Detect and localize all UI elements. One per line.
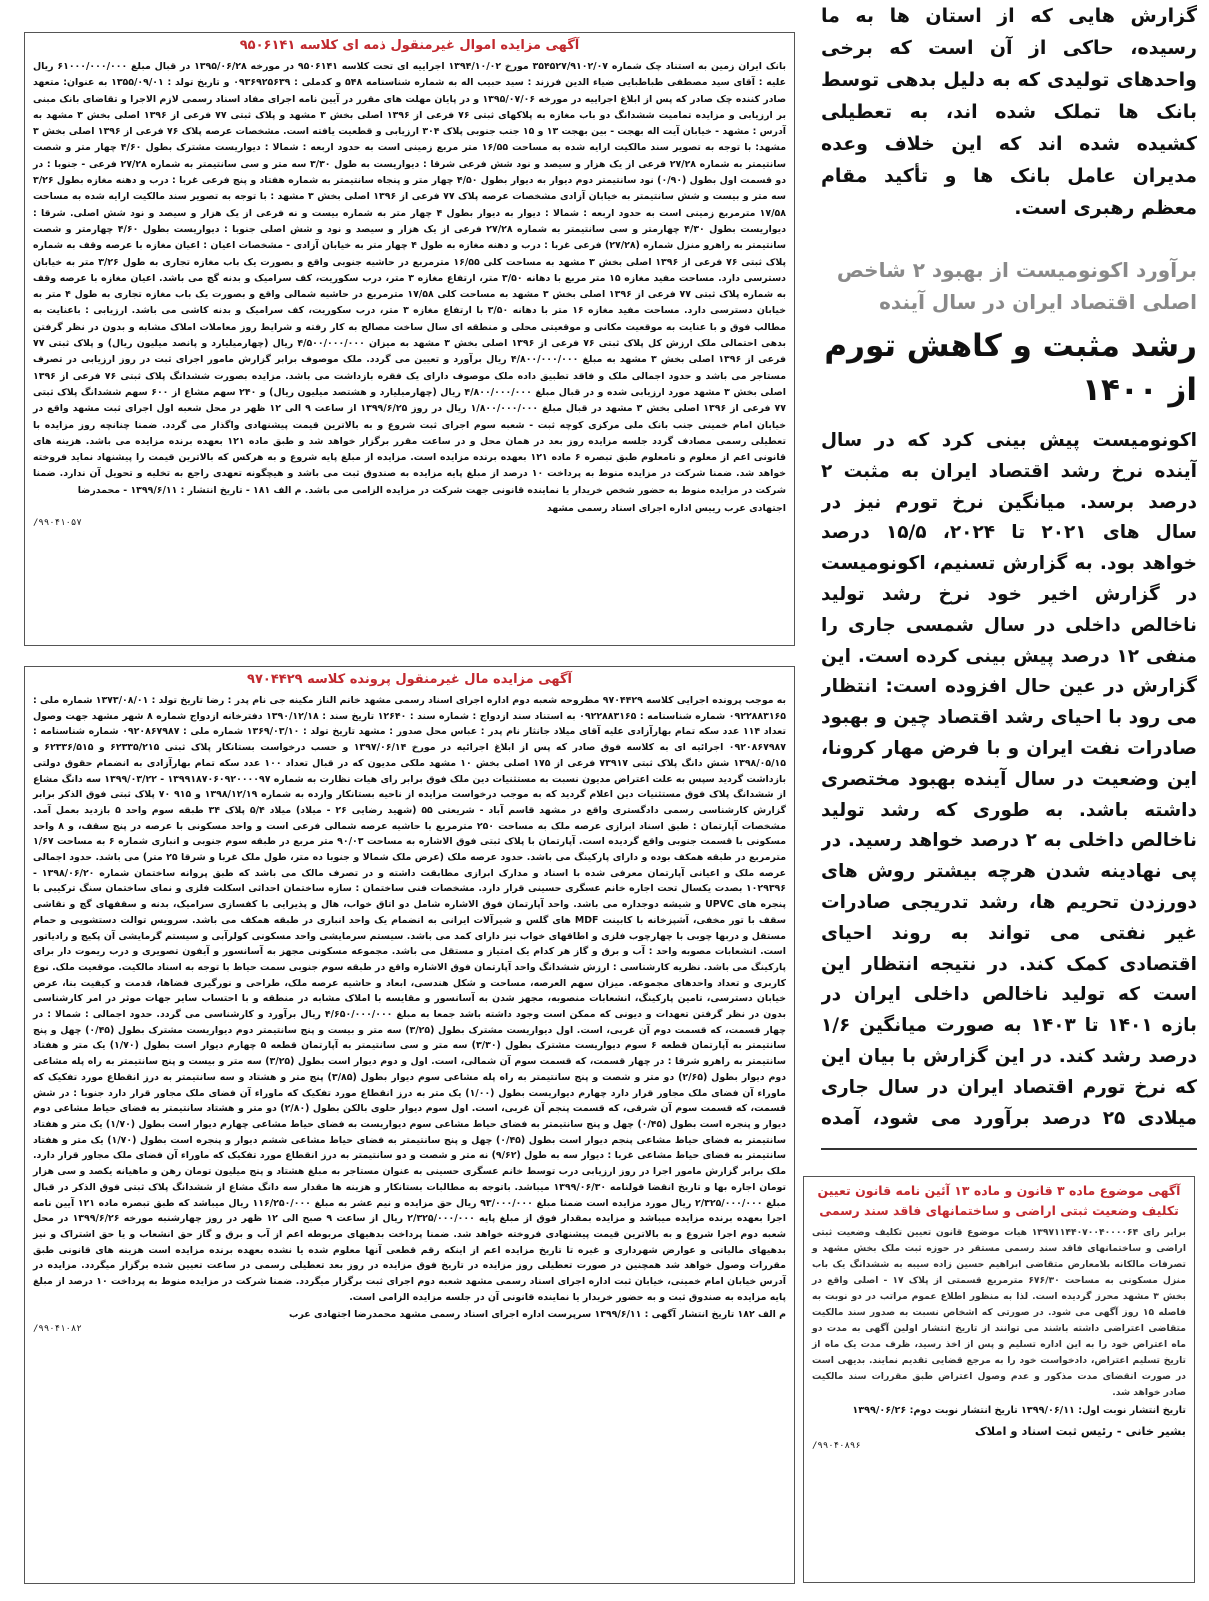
- notice-title: آگهی مزایده اموال غیرمنقول ذمه ای کلاسه ۹۵۰۶۱۴۱: [239, 38, 580, 53]
- notice-code: /۹۹۰۴۰۸۹۶: [812, 1441, 861, 1451]
- auction-notice-1: [24, 32, 795, 646]
- auction-notice-2: [24, 666, 795, 1584]
- registration-notice: [803, 1176, 1195, 1583]
- notice-signature: بشیر خانی - رئیس ثبت اسناد و املاک: [974, 1424, 1186, 1438]
- news-kicker: برآورد اکونومیست از بهبود ۲ شاخص اصلی اقتصاد ایران در سال آینده: [836, 258, 1197, 314]
- news-divider: [821, 1148, 1197, 1150]
- notice-code: /۹۹۰۴۱۰۵۷: [33, 518, 82, 529]
- news-body: اکونومیست پیش بینی کرد که در سال آینده نرخ رشد اقتصاد ایران به مثبت ۲ درصد برسد. میانگین نرخ تورم نیز در سال های ۲۰۲۱ تا ۲۰۲۴، ۱۵/۵ درصد خواهد بود. به گزارش تسنیم، اکونومیست در گزارش اخیر خود نرخ رشد تولید ناخالص داخلی در سال شمسی جاری را منفی ۱۲ درصد پیش بینی کرده است. این گزارش در عین حال افزوده است: انتظار می رود با احیای رشد اقتصاد چین و بهبود صادرات نفت ایران و با فرض مهار کرونا، این وضعیت در سال آینده بهبود مختصری داشته باشد. به طوری که رشد تولید ناخالص داخلی به ۲ درصد خواهد رسید. در پی نهادینه شدن هرچه بیشتر روش های دورزدن تحریم ها، رشد تدریجی صادرات غیر نفتی می تواند به روند احیای اقتصادی کمک کند. در نتیجه انتظار این است که تولید ناخالص داخلی ایران در بازه ۱۴۰۱ تا ۱۴۰۳ به صورت میانگین ۱/۶ درصد رشد کند. در این گزارش با بیان این که نرخ تورم اقتصاد ایران در سال جاری میلادی ۲۵ درصد برآورد می شود، آمده: [821, 430, 1197, 1129]
- news-lead-paragraph: گزارش هایی که از استان ها به ما رسیده، حاکی از آن است که برخی واحدهای تولیدی که به دلیل بدهی توسط بانک ها تملک شده اند، به تعطیلی کشیده شده اند که این خلاف وعده مدیران عامل بانک ها و تأکید مقام معظم رهبری است.: [821, 5, 1197, 219]
- notice-dates: تاریخ انتشار نوبت اول: ۱۳۹۹/۰۶/۱۱ تاریخ انتشار نوبت دوم: ۱۳۹۹/۰۶/۲۶: [852, 1405, 1186, 1416]
- news-column: [821, 0, 1197, 1135]
- notice-body: بانک ایران زمین به استناد چک شماره ۳۵۴۵۲۷/۹۱۰۲/۰۷ مورخ ۱۳۹۴/۱۰/۰۲ اجراییه ای تحت کلاسه ۹۵۰۶۱۴۱ در مورخه ۱۳۹۵/۰۶/۲۸ در قبال مبلغ ۶۱۰۰۰/۰۰۰/۰۰۰ ریال علیه : آقای سید مصطفی طباطبایی ضیاء الدین فرزند : سید حبیب اله به شماره شناسنامه ۵۴۸ و کدملی : ۰۹۳۶۹۲۵۶۳۹ و تاریخ تولد : ۱۳۵۵/۰۹/۰۱ به عنوان: متعهد صادر کننده چک صادر که پس از ابلاغ اجراییه در مورخه ۱۳۹۵/۰۷/۰۶ و در پایان مهلت های مقرر در آیین نامه اجرای مفاد اسناد رسمی لازم الاجرا و تقاضای بانک مبنی بر ارزیابی و مزایده تمامیت ششدانگ دو باب مغازه به پلاکهای ثبتی ۷۶ فرعی از ۱۳۹۶ اصلی بخش ۳ مشهد و پلاک ثبتی ۷۷ فرعی از ۱۳۹۶ اصلی بخش ۳ مشهد به آدرس : مشهد - خیابان آیت اله بهجت - بین بهجت ۱۳ و ۱۵ جنب جنوبی پلاک ۳۰۴ ارزیابی و قطعیت یافته است. مشخصات عرصه پلاک ۷۶ فرعی از ۱۳۹۶ اصلی بخش ۳ مشهد: با توجه به تصویر سند مالکیت ارایه شده به مساحت ۱۶/۵۵ متر مربع زمینی است به حدود اربعه : شمالا : دیواریست مشترک بطول ۴/۶۰ چهار متر و شصت سانتیمتر به شماره ۲۷/۲۸ فرعی از یک هزار و سیصد و نود شش فرعی شرقا : دیواریست به طول ۳/۳۰ سه متر و سی سانتیمتر به شماره ۲۷/۲۸ فرعی - جنوبا : در دو قسمت اول بطول (۰/۹۰) نود سانتیمتر دوم دیوار به دیوار بطول ۴/۵۰ چهار متر و پنجاه سانتیمتر به شماره هفتاد و پنج فرعی غربا : درب و دهنه مغازه بطول ۳/۲۶ سه متر و بیست و شش سانتیمتر به خیابان آزادی مشخصات عرصه پلاک ۷۷ فرعی از ۱۳۹۶ اصلی بخش ۳ مشهد : با توجه به تصویر سند مالکیت ارایه شده به مساحت ۱۷/۵۸ مترمربع زمینی است به حدود اربعه : شمالا : دیوار به دیوار بطول ۴ چهار متر به شماره بیست و نه فرعی از یک هزار و سیصد و نود شش اصلی. شرقا : دیواریست بطول ۴/۳۰ چهارمتر و سی سانتیمتر به شماره ۲۷/۲۸ فرعی از یک هزار و سیصد و نود و شش اصلی جنوبا : دیواریست بطول ۴/۶۰ چهارمتر و شصت سانتیمتر به راهرو منزل شماره (۲۷/۲۸) فرعی غربا : درب و دهنه مغازه به طول ۴ چهار متر به خیابان آزادی - مشخصات اعیان : اعیان مغازه با عرصه وقف به شماره پلاک ثبتی ۷۶ فرعی از ۱۳۹۶ اصلی بخش ۳ مشهد به مساحت کلی ۱۶/۵۵ مترمربع در حاشیه جنوبی واقع و بصورت یک باب مغازه تجاری به طول ۳/۲۶ متر به خیابان دسترسی دارد. مساحت مفید مغازه ۱۵ متر مربع با دهانه ۳/۵۰ متر، ارتفاع مغازه ۳ متر، درب سکوریت، کف سرامیک و بدنه گچ می باشد. اعیان مغازه با عرصه وقف به شماره پلاک ثبتی ۷۷ فرعی از ۱۳۹۶ اصلی بخش ۳ مشهد به مساحت کلی ۱۷/۵۸ مترمربع در حاشیه شمالی واقع و بصورت یک باب مغازه تجاری به طول ۴ متر به خیابان دسترسی دارد. مساحت مفید مغازه ۱۶ متر با دهانه ۳/۵۰ با ارتفاع مغازه ۳ متر، درب سکوریت، کف سرامیک و بدنه کاشی می باشد. ارزیابی : باعنایت به مطالب فوق و با عنایت به موقعیت مکانی و موقعیتی محلی و منطقه ای سال ساخت مصالح به کار رفته و شرایط روز معاملات املاک مشابه و بدون در نظر گرفتن بدهی احتمالی ملک ارزش کل پلاک ثبتی ۷۶ فرعی از ۱۳۹۶ اصلی بخش ۳ مشهد به میزان ۴/۵۰۰/۰۰۰/۰۰۰ ریال (چهارمیلیارد و پانصد میلیون ریال) و پلاک ثبتی ۷۷ فرعی از ۱۳۹۶ اصلی بخش ۳ مشهد به مبلغ ۴/۸۰۰/۰۰۰/۰۰۰ ریال برآورد و تعیین می گردد. ملک موصوف برابر گزارش مامور اجرای ثبت در روز ارزیابی در تصرف مستاجر می باشد و حدود اجمالی ملک و فاقد تطبیق داده ملک موصوف دارای یک فقره بازداشت می باشد. مزایده بصورت ششدانگ پلاک ثبتی ۷۶ فرعی از ۱۳۹۶ اصلی بخش ۳ مشهد مورد ارزیابی شده و در قبال مبلغ ۴/۸۰۰/۰۰۰/۰۰۰ ریال (چهارمیلیارد و هشتصد میلیون ریال) و ۲۴۰ سهم مشاع از ۶۰۰ سهم ششدانگ پلاک ثبتی ۷۷ فرعی از ۱۳۹۶ اصلی بخش ۳ مشهد در قبال مبلغ ۱/۸۰۰/۰۰۰/۰۰۰ ریال در روز ۱۳۹۹/۶/۲۵ از ساعت ۹ الی ۱۲ ظهر در محل شعبه اول اجرای ثبت مشهد واقع در خیابان امام خمینی جنب بانک ملی مرکزی کوچه ثبت - شعبه سوم اجرای ثبت شروع و به بالاترین قیمت پیشنهادی واگذار می گردد. ضمنا چنانچه روز مزایده با تعطیلی رسمی مصادف گردد جلسه مزایده روز بعد در همان محل و در ساعت مقرر برگزار خواهد شد و طبق ماده ۱۲۱ بعهده برنده مزایده می باشد. هزینه های قانونی اعم از معلوم و نامعلوم طبق تبصره ۶ ماده ۱۲۱ بعهده برنده مزایده است. مزایده از مبلغ پایه شروع و به هرکس که بالاترین قیمت را پیشنهاد نماید فروخته خواهد شد. ضمنا شرکت در مزایده منوط به پرداخت ۱۰ درصد از مبلغ پایه مزایده به صندوق ثبت می باشد و هیچگونه تعهدی راجع به تخلیه و تحویل آن ندارد. ضمنا شرکت در مزایده منوط به حضور شخص خریدار یا نماینده قانونی جهت شرکت در مزایده الزامی می باشد. م الف ۱۸۱ - تاریخ انتشار : ۱۳۹۹/۶/۱۱ - محمدرضا: [33, 61, 787, 496]
- notice-code: /۹۹۰۴۱۰۸۲: [33, 1324, 82, 1335]
- notice-body: به موجب پرونده اجرایی کلاسه ۹۷۰۴۴۲۹ مطروحه شعبه دوم اداره اجرای اسناد رسمی مشهد خانم الناز مکینه جی نام پدر : رضا تاریخ تولد : ۱۳۷۳/۰۸/۰۱ شماره ملی : ۰۹۲۲۸۸۳۱۶۵ شماره شناسنامه : ۰۹۲۲۸۸۳۱۶۵ به استناد سند ازدواج : شماره سند : ۱۲۶۴۰ تاریخ سند : ۱۳۹۰/۱۲/۱۸ دفترخانه ازدواج شماره ۸ شهر مشهد جهت وصول تعداد ۱۱۴ عدد سکه تمام بهارآزادی علیه آقای میلاد جانثار نام پدر : عباس محل صدور : مشهد تاریخ تولد : ۱۳۶۹/۰۳/۱۰ شماره ملی : ۰۹۲۰۸۶۷۹۸۷ شماره شناسنامه : ۰۹۲۰۸۶۷۹۸۷ اجرائیه ای به کلاسه فوق صادر که پس از ابلاغ اجرائیه در مورخ ۱۳۹۷/۰۶/۱۴ و حسب درخواست بستانکار پلاک ثبتی ۶۲۳۳۵/۲۱۵ و ۶۲۳۳۶/۵۱۵ و ۱۳۹۸/۰۵/۱۵ شش دانگ پلاک ثبتی ۷۳۹۱۷ فرعی از ۱۷۵ اصلی بخش ۱۰ مشهد ملکی مدیون که در قبال تعداد ۱۰۰ عدد سکه تمام بهارآزادی به انضمام حقوق دولتی بازداشت گردید سپس به علت اعتراض مدیون نسبت به مستثنیات دین ملک فوق برابر رای هیات نظارت به شماره ۱۳۹۹۱۸۷۰۶۰۹۲۰۰۰۰۹۷ - ۱۳۹۹/۰۳/۲۲ سه دانگ مشاع از ششدانگ پلاک فوق مستثنیات دین اعلام گردید که به موجب درخواست مزایده از ناحیه بستانکار وارده به شماره ۱۳۹۸/۱۲/۱۹ و ۹۱۵ ۷۰ پلاک ثبتی فوق الذکر برابر گزارش کارشناسی رسمی دادگستری واقع در مشهد قاسم آباد - شریعتی ۵۵ (شهید رضایی ۲۶ - میلاد) میلاد ۵/۴ پلاک ۳۴ طبقه سوم واحد ۵ بازدید بعمل آمد. مشخصات آپارتمان : طبق اسناد ابرازی عرصه ملک به مساحت ۲۵۰ مترمربع با حاشیه عرصه شمالی فرعی است و واحد مسکونی با عرصه در پنج سقف، و ۸ واحد مسکونی با قسمت جنوبی واقع گردیده است. آپارتمان با پلاک ثبتی فوق الاشاره به مساحت ۹۰/۰۳ متر مربع در طبقه سوم جنوبی و انباری شماره ۶ به مساحت ۱/۶۷ مترمربع در طبقه همکف بوده و دارای پارکینگ می باشد. حدود عرصه ملک (عرض ملک شمالا و جنوبا ده متر، طول ملک غربا و شرقا ۲۵ متر) می باشد. حدود اجمالی عرصه ملک و اعیانی آپارتمان معرفی شده با اسناد و مدارک ابرازی مطابقت داشته و در تصرف مالک می باشد که طبق پروانه ساختمان شماره ۱۳۹۸/۰۶/۲۰ - ۱۰۲۹۳۹۶ بصدت یکسال تحت اجاره خانم عسگری حسینی قرار دارد. مشخصات فنی ساختمان : سازه ساختمان احداثی اسکلت فلزی و نمای ساختمان سنگ ترکیبی با پنجره های UPVC و شیشه دوجداره می باشد. واحد آپارتمان فوق الاشاره شامل دو اتاق خواب، هال و پذیرایی با کفسازی سرامیک، بدنه و سقفهای گچ و نقاشی سقف با تور مخفی، آشپزخانه با کابینت MDF های گلس و شیرآلات ایرانی به انضمام یک واحد انباری در طبقه همکف می باشد. سرویس توالت دستشویی و حمام مستقل و دربها چوبی با چهارچوب فلزی و اطاقهای خواب نیز دارای کمد می باشد. سیستم سرمایشی واحد مسکونی کولرآبی و سیستم گرمایشی آن پکیج و رادیاتور است. انشعابات مصوبه واحد : آب و برق و گاز هر کدام یک امتیاز و مستقل می باشد. مجموعه مسکونی مجهز به آسانسور و آیفون تصویری و درب ریموت دار برای پارکینگ می باشد. نظریه کارشناسی : ارزش ششدانگ واحد آپارتمان فوق الاشاره واقع در طبقه سوم جنوبی سمت حیاط با توجه به اسناد مالکیت. موقعیت ملک. نوع کاربری و تعداد واحدهای مجموعه. میزان سهم العرصه، مساحت و شکل هندسی، ابعاد و حاشیه عرصه ملک، طراحی و نورگیری فضاها، قدمت و کیفیت بنا، عرض خیابان دسترسی، تامین پارکینگ، انشعابات منصوبه، مجهز شدن به آسانسور و مقایسه با املاک مشابه در منطقه و با احتساب سایر جهات موثر در امر کارشناسی بدون در نظر گرفتن تعهدات و دیونی که ممکن است وجود داشته باشد جمعا به مبلغ ۴/۶۵۰/۰۰۰/۰۰۰ ریال برآورد و کارشناسی می گردد. حدود اجمالی : شمالا : در چهار قسمت، که قسمت دوم آن غربی، است. اول دیواریست مشترک بطول (۳/۲۵) سه متر و بیست و پنج سانتیمتر دوم دیواریست مشترک بطول (۰/۴۵) چهل و پنج سانتیمتر به آپارتمان قطعه ۶ سوم دیواریست مشترک بطول (۳/۳۰) سه متر و سی سانتیمتر به آپارتمان قطعه ۵ چهارم دیوار است بطول (۱/۷۰) یک متر و هفتاد سانتیمتر به راهرو شرقا : در چهار قسمت، که قسمت سوم آن شمالی، است. اول و دوم دیوار است بطول (۳/۲۵) سه متر و بیست و پنج سانتیمتر به راه پله مشاعی دوم دیوار بطول (۲/۶۵) دو متر و شصت و پنج سانتیمتر به راه پله مشاعی سوم دیوار بطول (۳/۸۵) پنج متر و هشتاد و سه سانتیمتر به درز انقطاع مورد تفکیک که ماوراء آن فضای ملک مجاور قرار دارد چهارم دیواریست بطول (۱/۰۰) یک متر به درز انقطاع مورد تفکیک که ماوراء آن فضای ملک مجاور قرار دارد جنوبا : در شش قسمت، که قسمت سوم آن شرقی، که قسمت پنجم آن غربی، است. اول سوم دیوار حلوی بالکن بطول (۲/۸۰) دو متر و هشتاد سانتیمتر به فضای حیاط مشاعی دوم دیوار و پنجره است بطول (۰/۴۵) چهل و پنج سانتیمتر به فضای حیاط مشاعی سوم دیواریست به فضای حیاط مشاعی چهارم دیوار است بطول (۱/۷۰) یک متر و هفتاد سانتیمتر به فضای حیاط مشاعی پنجم دیوار است بطول (۰/۴۵) چهل و پنج سانتیمتر به فضای حیاط مشاعی ششم دیوار و پنجره است بطول (۱/۷۰) یک متر و هفتاد سانتیمتر به فضای حیاط مشاعی غربا : دیوار سه به طول (۹/۶۲) نه متر و شصت و دو سانتیمتر به درز انقطاع مورد تفکیک که ماوراء آن فضای ملک مجاور قرار دارد. ملک برابر گزارش مامور اجرا در روز ارزیابی درب توسط خانم عسگری حسینی به عنوان مستاجر به مبلغ هشتاد و پنج میلیون تومان رهن و ماهیانه یکصد و سی هزار تومان اجاره بها و تاریخ انقضا قولنامه ۱۳۹۹/۰۶/۳۰ میباشد. باتوجه به مطالبات بستانکار و هزینه ها مقدار سه دانگ مشاع از ششدانگ پلاک ثبتی فوق الذکر در قبال مبلغ ۲/۳۲۵/۰۰۰/۰۰۰ ریال مورد مزایده است ضمنا مبلغ ۹۳/۰۰۰/۰۰۰ ریال حق مزایده و نیم عشر به مبلغ ۱۱۶/۲۵۰/۰۰۰ ریال میباشد که طبق تبصره ماده ۱۲۱ آیین نامه اجرا بعهده برنده مزایده میباشد و مزایده بمقدار فوق از مبلغ پایه ۲/۳۲۵/۰۰۰/۰۰۰ ریال از ساعت ۹ صبح الی ۱۲ ظهر در روز چهارشنبه مورخه ۱۳۹۹/۶/۲۶ در محل شعبه دوم اجرا شروع و به بالاترین قیمت پیشنهادی فروخته خواهد شد. ضمنا پرداخت بدهیهای مربوطه اعم از آب و برق و گاز حق انشعاب و یا حق اشتراک و نیز بدهیهای مالیاتی و عوارض شهرداری و غیره تا تاریخ مزایده اعم از اینکه رقم قطعی آنها معلوم شده یا نشده بعهده برنده مزایده است هزینه های قانونی طبق مقررات وصول خواهد شد همچنین در صورت تعطیلی روز مزایده در تاریخ فوق مزایده در روز بعد تعطیلی رسمی در ساعت تعیین شده برگزار میگردد. مزایده در آدرس خیابان امام خمینی، خیابان ثبت اداره اجرای اسناد رسمی مشهد شعبه دوم اجرای ثبت برگزار میگردد. ضمنا شرکت در مزایده منوط به پرداخت ۱۰ درصد از مبلغ پایه مزایده به صندوق ثبت و به حضور خریدار یا نماینده قانونی آن در جلسه مزایده الزامی است.: [33, 695, 787, 1303]
- news-headline: رشد مثبت و کاهش تورم از ۱۴۰۰: [824, 328, 1197, 408]
- notice-signature: م الف ۱۸۲ تاریخ انتشار آگهی : ۱۳۹۹/۶/۱۱ سرپرست اداره اجرای اسناد رسمی مشهد محمدرضا اجتهادی عرب: [289, 1309, 786, 1321]
- notice-title: آگهی مزایده مال غیرمنقول پرونده کلاسه ۹۷۰۴۴۲۹: [247, 672, 572, 687]
- notice-body: برابر رای ۱۳۹۷۱۱۴۴۰۷۰۰۴۰۰۰۰۶۴ هیات موضوع قانون تعیین تکلیف وضعیت ثبتی اراضی و ساختمانهای فاقد سند رسمی مستقر در حوزه ثبت ملک بخش مشهد و تصرفات مالکانه بلامعارض متقاضی ابراهیم حسین زاده سیبه به ششدانگ یک باب منزل مسکونی به مساحت ۶۷۶/۳۰ مترمربع قسمتی از پلاک ۱۷ - اصلی واقع در بخش ۳ مشهد محرز گردیده است. لذا به منظور اطلاع عموم مراتب در دو نوبت به فاصله ۱۵ روز آگهی می شود. در صورتی که اشخاص نسبت به صدور سند مالکیت متقاضی اعتراضی داشته باشند می توانند از تاریخ انتشار اولین آگهی به مدت دو ماه اعتراض خود را به این اداره تسلیم و پس از اخذ رسید، ظرف مدت یک ماه از تاریخ تسلیم اعتراض، دادخواست خود را به مرجع قضایی تقدیم نمایند. بدیهی است در صورت انقضای مدت مذکور و عدم وصول اعتراض طبق مقررات سند مالکیت صادر خواهد شد.: [812, 1227, 1186, 1398]
- notice-title: آگهی موضوع ماده ۳ قانون و ماده ۱۳ آئین نامه قانون تعیین تکلیف وضعیت ثبتی اراضی و ساختمانهای فاقد سند رسمی: [817, 1183, 1181, 1218]
- notice-signature: اجتهادی عرب رییس اداره اجرای اسناد رسمی مشهد: [546, 503, 786, 515]
